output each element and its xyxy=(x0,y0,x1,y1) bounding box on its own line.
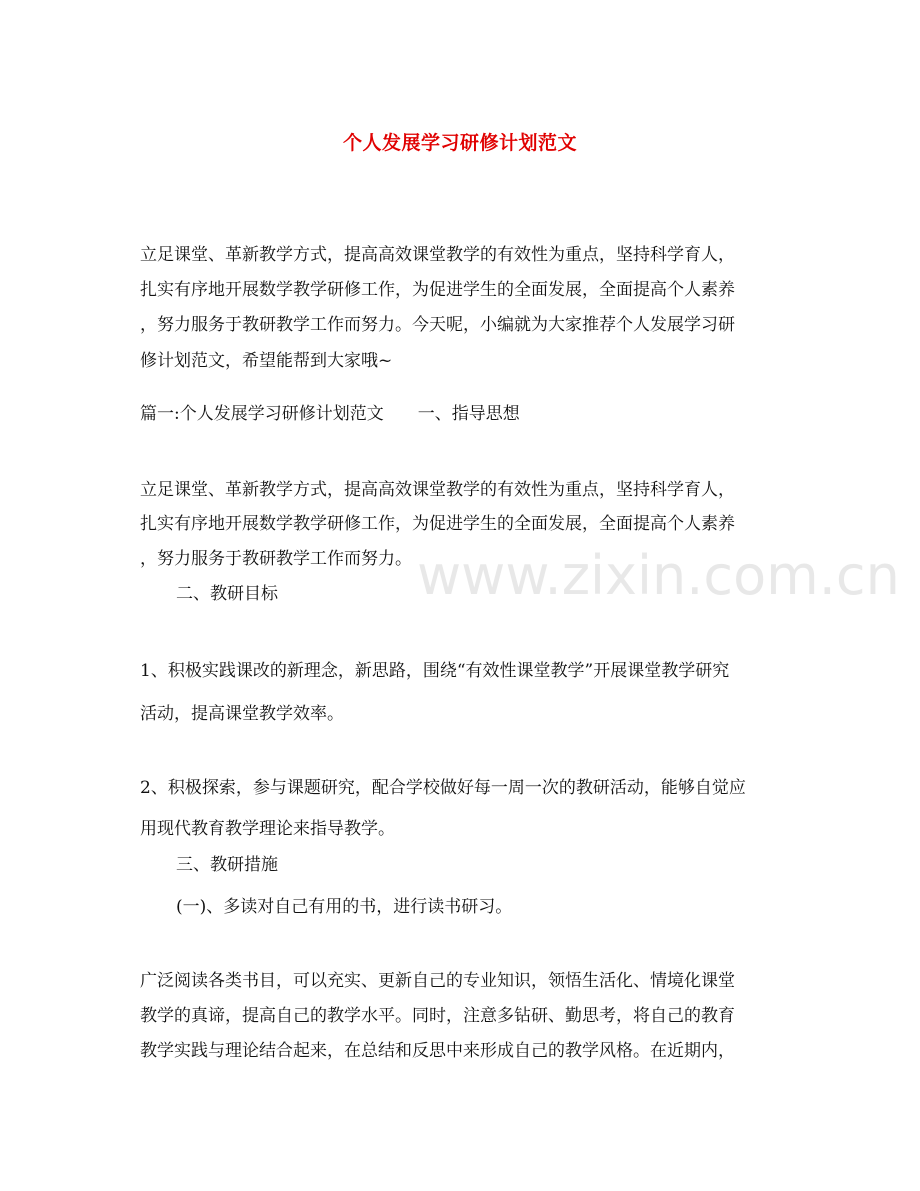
measure-1-heading: (一)、多读对自己有用的书，进行读书研习。 xyxy=(176,897,513,917)
goal-2-line-1: 2、积极探索，参与课题研究，配合学校做好每一周一次的教研活动，能够自觉应 xyxy=(140,778,746,798)
watermark: www.zixin.com.cn xyxy=(417,544,900,607)
reading-line-2: 教学的真谛，提高自己的教学水平。同时，注意多钻研、勤思考，将自己的教育 xyxy=(140,1006,735,1026)
goal-2-line-2: 用现代教育教学理论来指导教学。 xyxy=(140,819,395,839)
reading-line-3: 教学实践与理论结合起来，在总结和反思中来形成自己的教学风格。在近期内， xyxy=(140,1041,735,1061)
guiding-line-1: 立足课堂、革新教学方式，提高高效课堂教学的有效性为重点，坚持科学育人， xyxy=(140,480,735,500)
intro-line-4: 修计划范文，希望能帮到大家哦~ xyxy=(140,351,393,371)
document-title: 个人发展学习研修计划范文 xyxy=(342,132,577,154)
measures-heading: 三、教研措施 xyxy=(176,855,278,875)
intro-line-3: ，努力服务于教研教学工作而努力。今天呢，小编就为大家推荐个人发展学习研 xyxy=(140,315,735,335)
guiding-line-3: ，努力服务于教研教学工作而努力。 xyxy=(140,549,412,569)
guiding-line-2: 扎实有序地开展数学教学研修工作，为促进学生的全面发展，全面提高个人素养 xyxy=(140,514,735,534)
intro-line-1: 立足课堂、革新教学方式，提高高效课堂教学的有效性为重点，坚持科学育人， xyxy=(140,245,735,265)
goal-1-line-2: 活动，提高课堂教学效率。 xyxy=(140,704,344,724)
goals-heading: 二、教研目标 xyxy=(176,584,278,604)
intro-line-2: 扎实有序地开展数学教学研修工作，为促进学生的全面发展，全面提高个人素养 xyxy=(140,280,735,300)
reading-line-1: 广泛阅读各类书目，可以充实、更新自己的专业知识，领悟生活化、情境化课堂 xyxy=(140,971,735,991)
goal-1-line-1: 1、积极实践课改的新理念，新思路，围绕“有效性课堂教学”开展课堂教学研究 xyxy=(140,661,730,681)
section-heading: 篇一:个人发展学习研修计划范文 一、指导思想 xyxy=(140,404,520,424)
